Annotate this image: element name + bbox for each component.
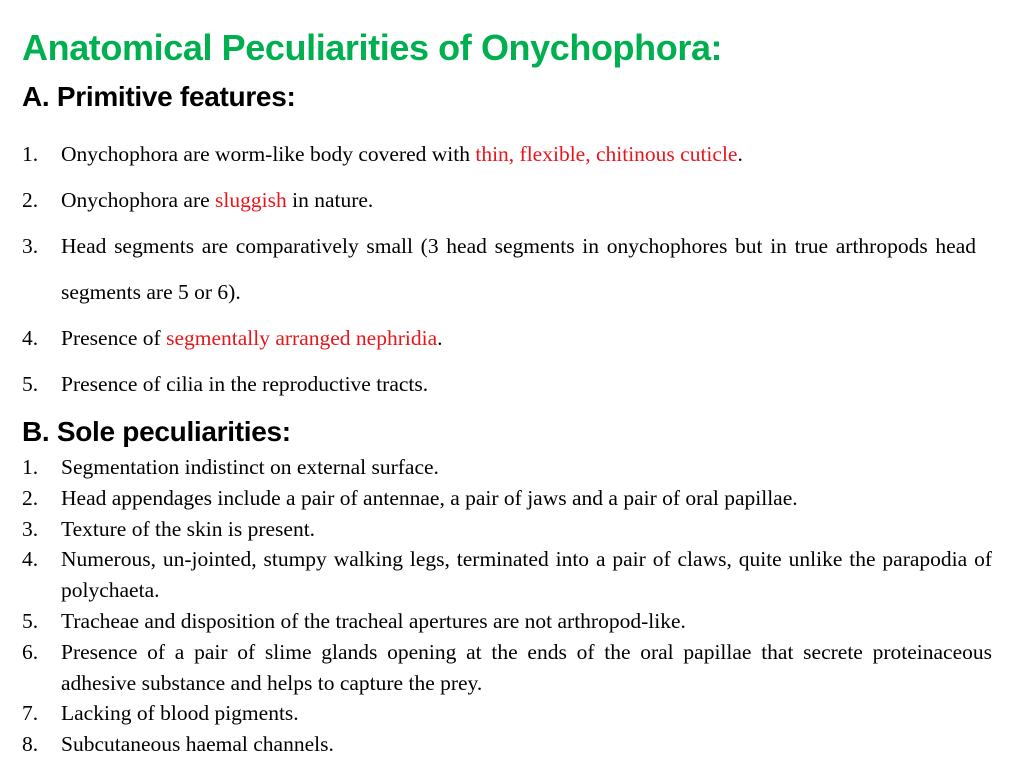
- item-text-end: .: [437, 326, 443, 350]
- item-text: Onychophora are worm-like body covered with: [61, 142, 476, 166]
- list-item: [22, 729, 992, 760]
- list-item: [22, 315, 992, 361]
- list-item: [22, 131, 992, 177]
- list-item: [22, 483, 992, 514]
- item-text: Presence of a pair of slime glands opening at the ends of the oral papillae that secrete proteinaceous adhesive substance and helps to capture the prey.: [61, 639, 992, 695]
- item-text: Numerous, un-jointed, stumpy walking legs, terminated into a pair of claws, quite unlike the parapodia of polychaeta.: [61, 547, 992, 603]
- item-text: Tracheae and disposition of the tracheal apertures are not arthropod-like.: [61, 608, 686, 633]
- item-text: Segmentation indistinct on external surface.: [61, 455, 439, 479]
- highlighted-text: segmentally arranged nephridia: [166, 326, 438, 350]
- item-text: Onychophora are: [61, 188, 216, 212]
- item-number: 8.: [22, 732, 39, 757]
- list-item: [22, 637, 992, 699]
- item-text-end: in nature.: [286, 188, 374, 212]
- sole-peculiarities-list: [22, 452, 992, 760]
- primitive-features-list: [22, 131, 992, 407]
- item-text: Texture of the skin is present.: [61, 516, 316, 541]
- item-number: 4.: [22, 326, 39, 350]
- list-item: [22, 177, 992, 223]
- slide-title: Anatomical Peculiarities of Onychophora:: [22, 27, 723, 68]
- list-item: [22, 698, 992, 729]
- item-text: Presence of cilia in the reproductive tracts.: [61, 372, 429, 396]
- item-number: 3.: [22, 516, 39, 541]
- item-number: 2.: [22, 188, 39, 212]
- list-item: [22, 223, 976, 315]
- list-item: [22, 514, 992, 545]
- item-text: Presence of: [61, 326, 167, 350]
- list-item: [22, 361, 992, 407]
- item-text-end: .: [737, 142, 743, 166]
- section-b-heading: B. Sole peculiarities:: [22, 416, 291, 447]
- list-item: [22, 606, 992, 637]
- item-text: Lacking of blood pigments.: [61, 701, 299, 726]
- item-number: 6.: [22, 639, 39, 664]
- item-number: 5.: [22, 372, 39, 396]
- item-number: 7.: [22, 701, 39, 726]
- section-a-heading: A. Primitive features:: [22, 81, 296, 112]
- item-text: Head segments are comparatively small (3 head segments in onychophores but in true arthropods head segments are 5 or 6).: [61, 234, 976, 304]
- item-number: 1.: [22, 455, 39, 479]
- list-item: [22, 544, 992, 606]
- list-item: [22, 452, 992, 483]
- item-number: 2.: [22, 485, 39, 510]
- highlighted-text: sluggish: [215, 188, 287, 212]
- item-text: Head appendages include a pair of antennae, a pair of jaws and a pair of oral papillae.: [61, 485, 798, 510]
- highlighted-text: thin, flexible, chitinous cuticle: [475, 142, 738, 166]
- item-number: 1.: [22, 142, 39, 166]
- item-number: 5.: [22, 608, 39, 633]
- item-text: Subcutaneous haemal channels.: [61, 732, 334, 757]
- item-number: 3.: [22, 234, 39, 258]
- item-number: 4.: [22, 547, 39, 572]
